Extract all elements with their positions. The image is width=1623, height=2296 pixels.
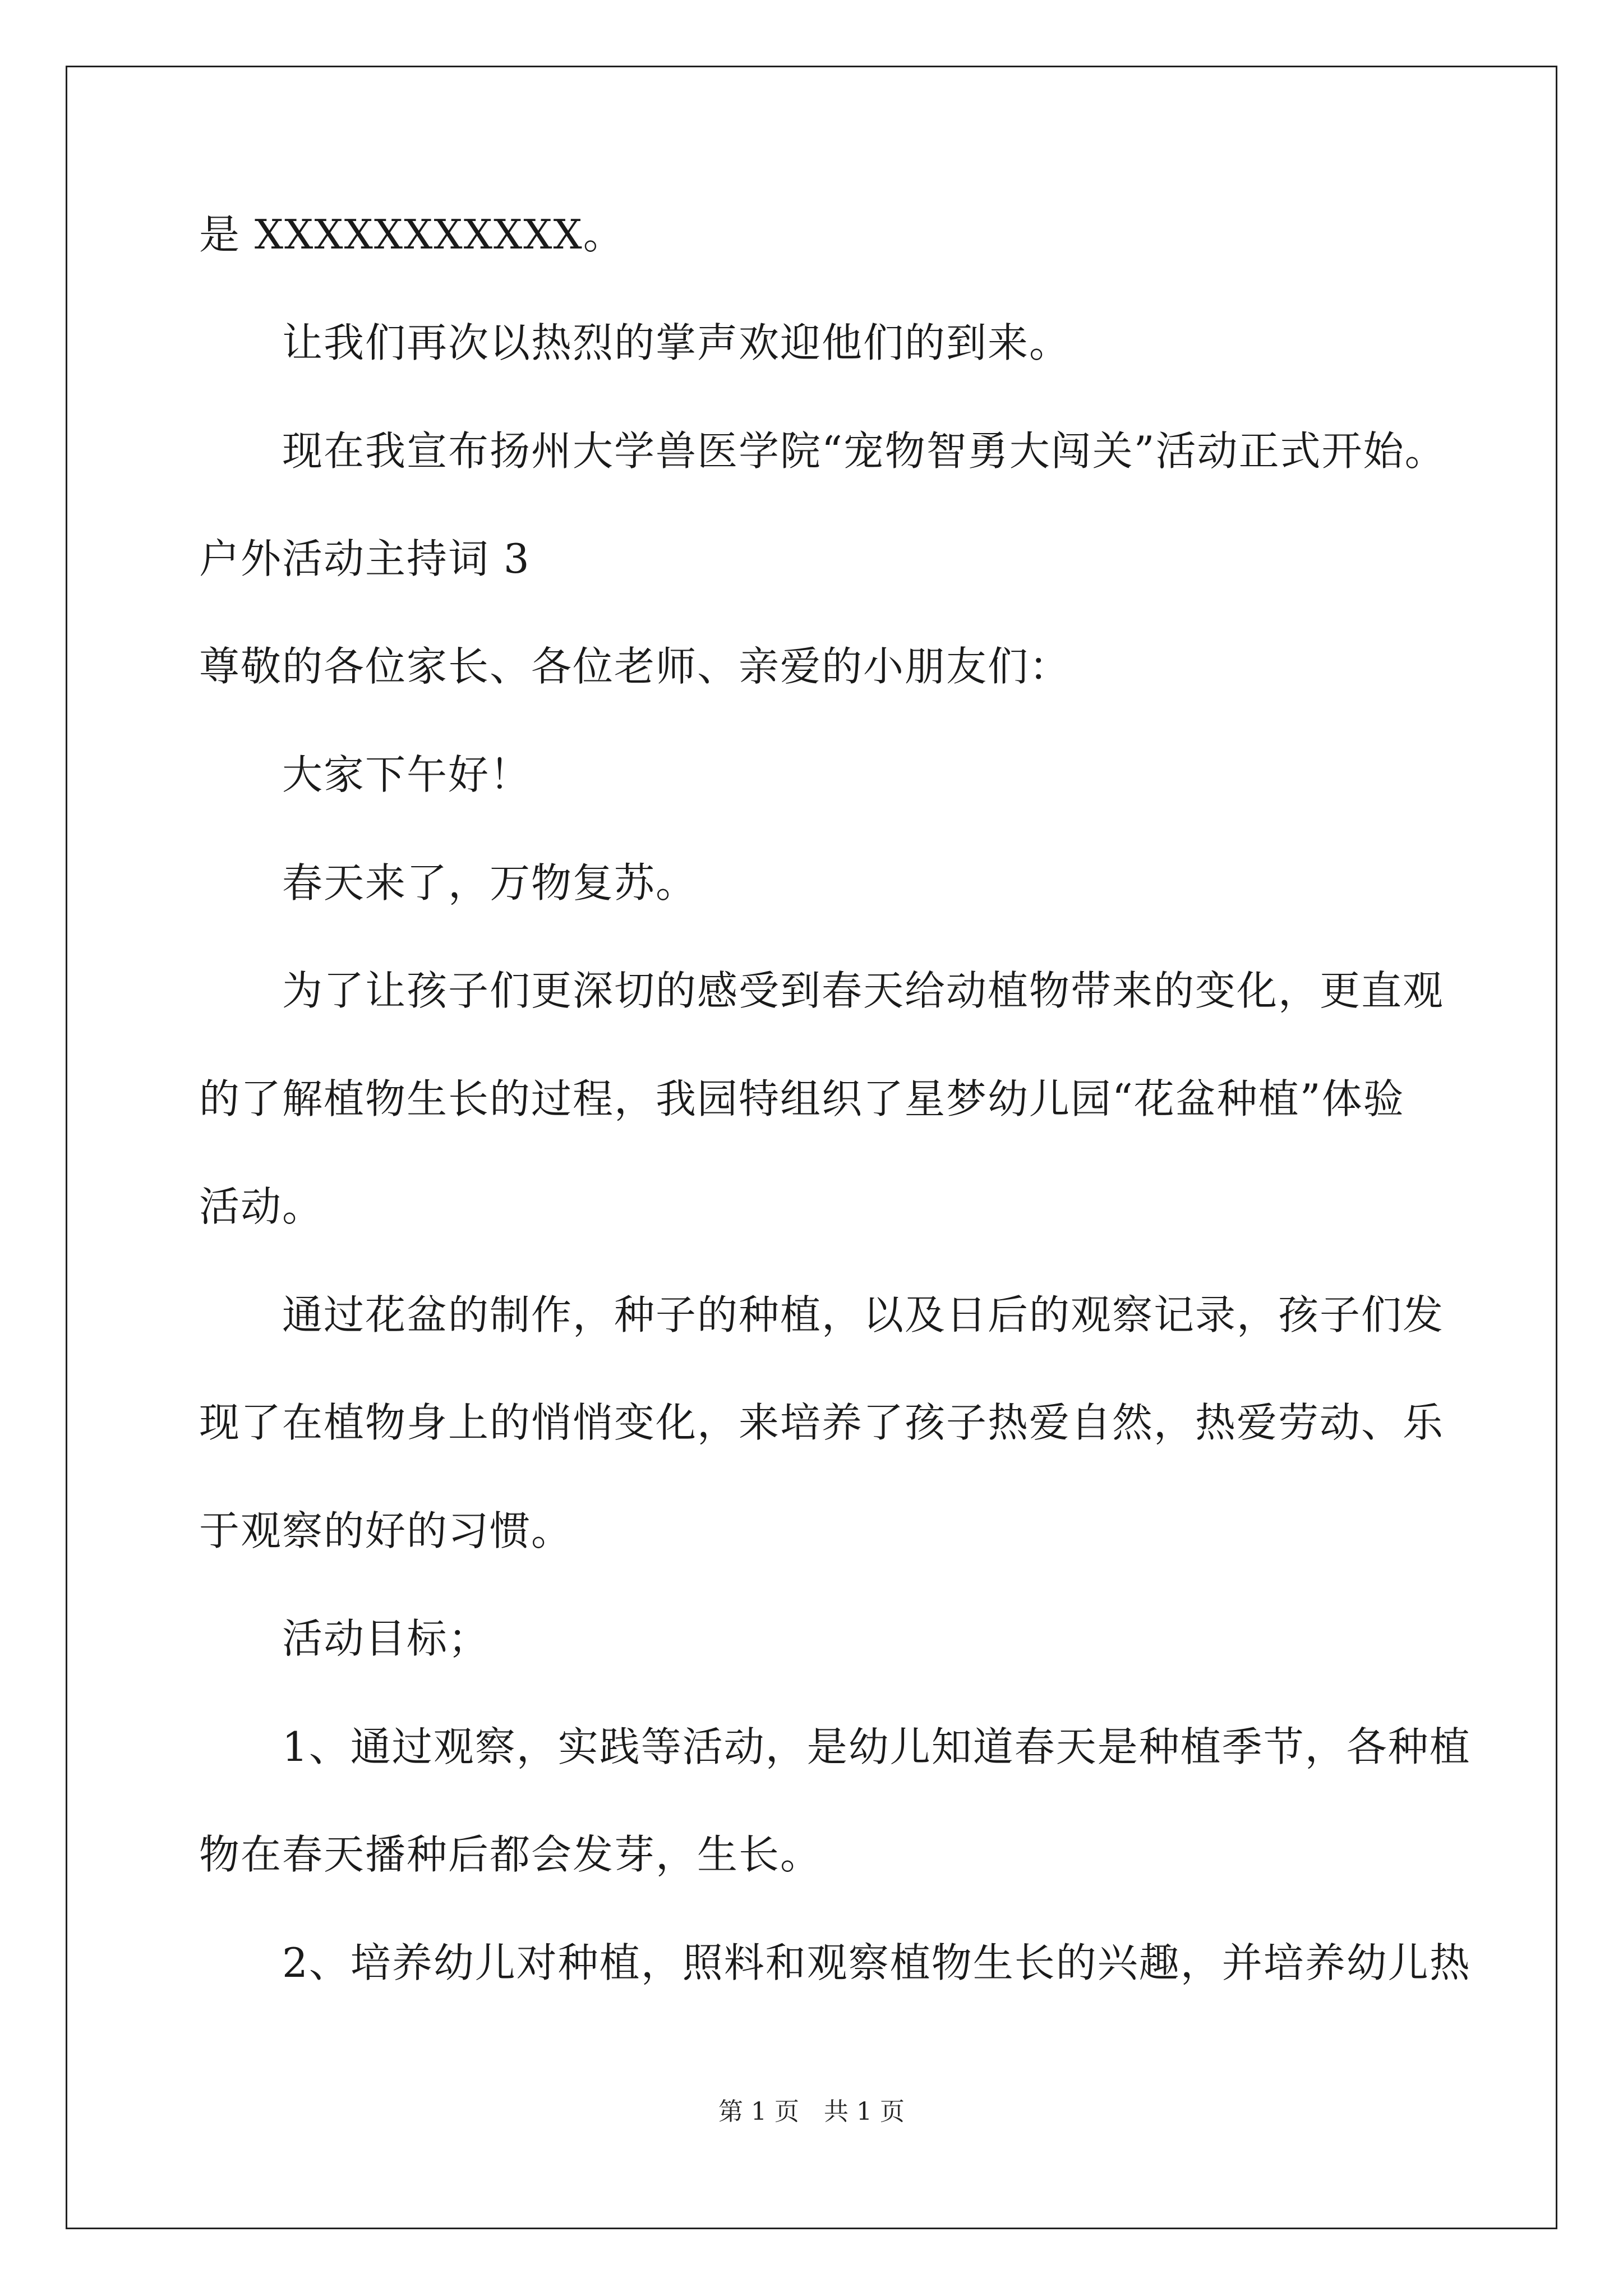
paragraph-line: 为了让孩子们更深切的感受到春天给动植物带来的变化，更直观 [282, 967, 1445, 1014]
paragraph-line: 现在我宣布扬州大学兽医学院“宠物智勇大闯关”活动正式开始。 [282, 427, 1446, 475]
paragraph-line: 的了解植物生长的过程，我园特组织了星梦幼儿园“花盆种植”体验 [199, 1075, 1405, 1122]
paragraph-line: 2、培养幼儿对种植，照料和观察植物生长的兴趣，并培养幼儿热 [282, 1939, 1471, 1986]
paragraph-line: 现了在植物身上的悄悄变化，来培养了孩子热爱自然，热爱劳动、乐 [199, 1399, 1445, 1446]
page-border [66, 66, 1557, 2229]
paragraph-line: 通过花盆的制作，种子的种植，以及日后的观察记录，孩子们发 [282, 1291, 1445, 1338]
paragraph-line: 让我们再次以热烈的掌声欢迎他们的到来。 [282, 319, 1071, 366]
paragraph-line: 物在春天播种后都会发芽，生长。 [199, 1831, 822, 1878]
paragraph-line: 大家下午好！ [282, 751, 532, 798]
paragraph-line: 春天来了，万物复苏。 [282, 859, 698, 907]
section-heading: 户外活动主持词 3 [199, 535, 531, 582]
salutation: 尊敬的各位家长、各位老师、亲爱的小朋友们： [199, 643, 1071, 690]
paragraph-line: 活动。 [199, 1183, 324, 1230]
paragraph-line: 1、通过观察，实践等活动，是幼儿知道春天是种植季节，各种植 [282, 1723, 1471, 1770]
page-number-footer: 第 1 页 共 1 页 [718, 2097, 905, 2126]
paragraph-line: 于观察的好的习惯。 [199, 1507, 573, 1554]
paragraph-line: 活动目标； [282, 1615, 490, 1662]
paragraph-line: 是 XXXXXXXXXXX。 [199, 211, 625, 258]
